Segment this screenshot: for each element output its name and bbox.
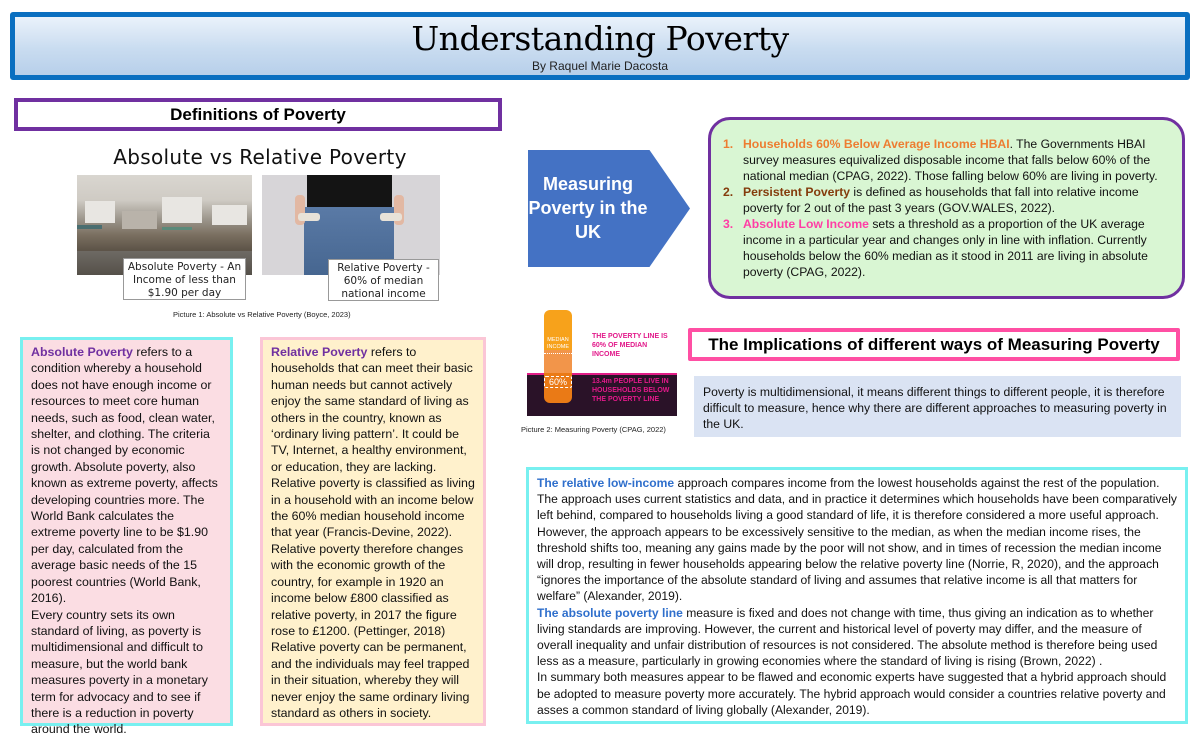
measure-item-hbai bbox=[723, 136, 1168, 184]
definitions-heading: Definitions of Poverty bbox=[14, 98, 502, 131]
absolute-approach-text: measure is fixed and does not change with time, thus giving an indication as to whether living standards are improving. However, the current and historical level of poverty may differ, and the measure of overall inequality and unfair distribution of resources is not considered. The absolute method is therefore being used less as a measure, particularly in growing economies where the standard of living is rising (Brown, 2022) . bbox=[537, 605, 1158, 669]
picture-title: Absolute vs Relative Poverty bbox=[113, 145, 407, 169]
people-below-line-text: 13.4m PEOPLE LIVE IN HOUSEHOLDS BELOW THE POVERTY LINE bbox=[592, 378, 670, 403]
measure-text: is defined as households that fall into relative income poverty for 2 out of the past 3 years (GOV.WALES, 2022). bbox=[743, 185, 1139, 215]
measuring-arrow-label: Measuring Poverty in the UK bbox=[528, 174, 648, 242]
list-number: 2. bbox=[723, 185, 734, 199]
uk-measures-list bbox=[723, 136, 1168, 280]
absolute-poverty-text: refers to a condition whereby a household does not have enough income or resources to meet core human needs, such as food, clean water, shelter, and clothing. The criteria is not changed by economic growth. Absolute poverty, also known as extreme poverty, affects developing countries more. The World Bank calculates the extreme poverty line to be $1.90 per day, calculated from the average basic needs of the 15 poorest countries (World Bank, 2016). bbox=[31, 345, 218, 606]
relative-poverty-caption: Relative Poverty - 60% of median national income bbox=[328, 259, 439, 301]
relative-poverty-term: Relative Poverty bbox=[271, 345, 368, 359]
absolute-poverty-term: Absolute Poverty bbox=[31, 345, 133, 359]
relative-poverty-box bbox=[260, 337, 486, 726]
measure-text: sets a threshold as a proportion of the UK average income in a particular year and changes only in line with inflation. Currently households below the 60% median as it stood in 2011 are living in absolute poverty (CPAG, 2022). bbox=[743, 217, 1148, 279]
measure-term: Households 60% Below Average Income HBAI bbox=[743, 137, 1010, 151]
measure-term: Persistent Poverty bbox=[743, 185, 851, 199]
measure-term: Absolute Low Income bbox=[743, 217, 869, 231]
title-banner bbox=[10, 12, 1190, 80]
absolute-poverty-caption: Absolute Poverty - An Income of less than $1.90 per day bbox=[123, 258, 246, 300]
summary-text: In summary both measures appear to be flawed and economic experts have suggested that a hybrid approach should be adopted to measure poverty more accurately. The hybrid approach would consider a countries relative poverty and asses a common standard of living globally (Alexander, 2019). bbox=[537, 670, 1167, 717]
measure-item-absolute-low-income bbox=[723, 216, 1168, 280]
relative-approach-text: approach compares income from the lowest households against the rest of the population. The approach uses current statistics and data, and in practice it determines which households have been comparatively left behind, compared to households living a good standard of life, it is therefore considered a more useful approach. However, the approach appears to be excessively sensitive to the median, as when the median income rises, the threshold shifts too, meaning any gains made by the poor will not show, and in times of recession the median income will drop, resulting in fewer households appearing below the relative poverty line (Norrie, R, 2020), and the approach “ignores the importance of the absolute standard of living and assumes that relative income is all that matters for welfare” (Alexander, 2019). bbox=[537, 476, 1177, 604]
list-number: 1. bbox=[723, 137, 734, 151]
absolute-poverty-text-2: Every country sets its own standard of living, as poverty is multidimensional and difficult to measure, but the world bank measures poverty in a monetary term for advocacy and to see if there is a reduction in poverty around the world. bbox=[31, 607, 208, 737]
list-number: 3. bbox=[723, 217, 734, 231]
sixty-percent-label: 60% bbox=[544, 376, 572, 388]
absolute-approach-term: The absolute poverty line bbox=[537, 605, 683, 620]
poverty-line-infographic bbox=[527, 310, 677, 416]
poster-title: Understanding Poverty bbox=[411, 19, 789, 58]
picture-2-credit: Picture 2: Measuring Poverty (CPAG, 2022) bbox=[521, 425, 666, 434]
measure-item-persistent bbox=[723, 184, 1168, 216]
absolute-poverty-box bbox=[20, 337, 233, 737]
approaches-box bbox=[526, 467, 1188, 724]
implications-heading: The Implications of different ways of Measuring Poverty bbox=[688, 328, 1180, 361]
implications-intro: Poverty is multidimensional, it means different things to different people, it is therefore difficult to measure, hence why there are different approaches to measuring poverty in the UK. bbox=[694, 376, 1181, 437]
picture-1-credit: Picture 1: Absolute vs Relative Poverty (Boyce, 2023) bbox=[173, 310, 351, 319]
relative-approach-term: The relative low-income bbox=[537, 476, 675, 490]
measure-text: . The Governments HBAI survey measures equivalized disposable income that falls below 60% of the national median (CPAG, 2022). Those falling below 60% are living in poverty. bbox=[743, 137, 1158, 183]
uk-measures-box bbox=[708, 117, 1185, 299]
relative-poverty-text: refers to households that can meet their basic human needs but cannot actively enjoy the same standard of living as others in the country, known as ‘ordinary living pattern’. It could be TV, Internet, a healthy environment, or education, they are lacking. Relative poverty is classified as living in a household with an income below the 60% median household income that year (Francis-Devine, 2022). Relative poverty therefore changes with the economic growth of the country, for example in 1920 an income below £800 classified as relative poverty, in 2017 the figure rose to £1200. (Pettinger, 2018) Relative poverty can be permanent, and the individuals may feel trapped in their situation, whereby they will never enjoy the same ordinary living standard as others in society. bbox=[271, 345, 475, 720]
poster-author: By Raquel Marie Dacosta bbox=[531, 59, 669, 73]
poverty-line-text: THE POVERTY LINE IS 60% OF MEDIAN INCOME bbox=[592, 333, 668, 358]
median-income-label: MEDIAN INCOME bbox=[544, 337, 572, 354]
